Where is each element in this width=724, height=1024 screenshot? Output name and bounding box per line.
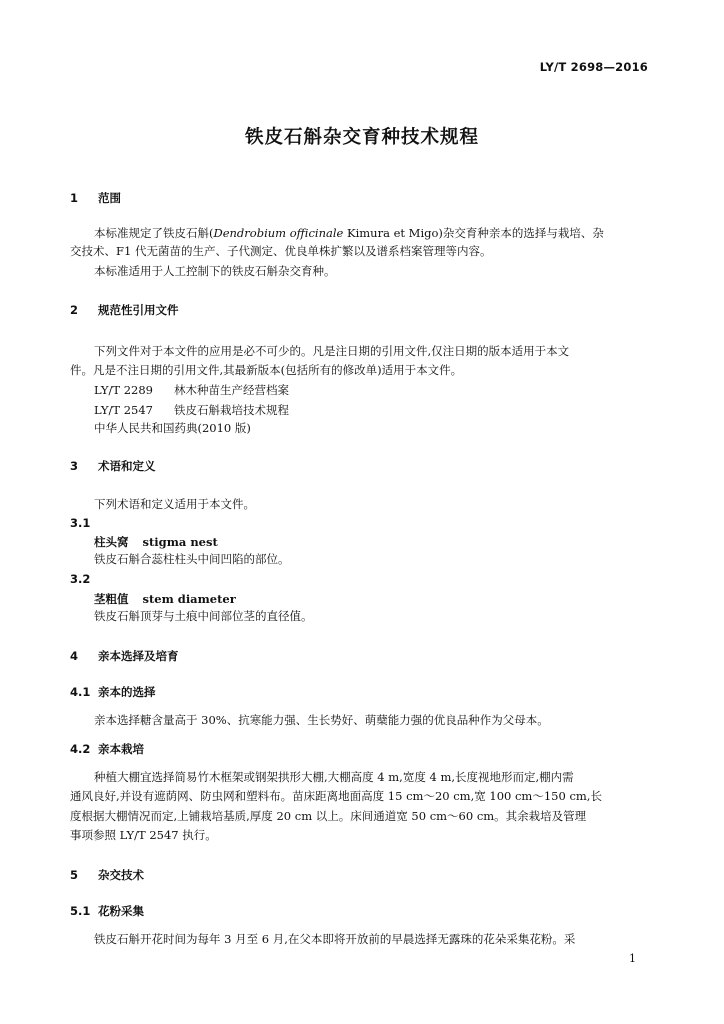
paragraph: 下列术语和定义适用于本文件。 (94, 497, 255, 511)
section-3-heading (70, 458, 156, 474)
paragraph-line: 交技术、F1 代无菌苗的生产、子代测定、优良单株扩繁以及谱系档案管理等内容。 (70, 244, 492, 258)
page-number: 1 (629, 952, 636, 965)
section-title: 术语和定义 (98, 459, 156, 473)
subsection-title: 亲本的选择 (98, 685, 156, 699)
paragraph-line: 件。凡是不注日期的引用文件,其最新版本(包括所有的修改单)适用于本文件。 (70, 363, 463, 377)
section-number: 2 (70, 303, 79, 317)
subsection-4-2-heading (70, 741, 144, 757)
paragraph (94, 223, 604, 243)
term-entry (94, 534, 218, 550)
section-title: 范围 (98, 191, 121, 205)
subsection-number: 5.1 (70, 904, 91, 918)
reference-item (94, 380, 289, 400)
paragraph: 亲本选择糖含量高于 30%、抗寒能力强、生长势好、萌蘖能力强的优良品种作为父母本。 (94, 713, 549, 727)
section-title: 杂交技术 (98, 868, 144, 882)
reference-item: 中华人民共和国药典(2010 版) (94, 421, 251, 435)
reference-item (94, 400, 289, 420)
reference-name: 林木种苗生产经营档案 (174, 383, 289, 397)
paragraph-line: 铁皮石斛开花时间为每年 3 月至 6 月,在父本即将开放前的早晨选择无露珠的花朵采集花粉。采 (94, 932, 576, 946)
term-zh: 茎粗值 (94, 592, 129, 606)
paragraph-line: 种植大棚宜选择简易竹木框架或钢架拱形大棚,大棚高度 4 m,宽度 4 m,长度视地形而定,棚内需 (94, 770, 574, 784)
paragraph-line: 度根据大棚情况而定,上铺栽培基质,厚度 20 cm 以上。床间通道宽 50 cm～60 cm。其余栽培及管理 (70, 809, 587, 823)
paragraph-line: 通风良好,并设有遮荫网、防虫网和塑料布。苗床距离地面高度 15 cm～20 cm,宽 100 cm～150 cm,长 (70, 789, 602, 803)
term-entry (94, 591, 236, 607)
section-number: 5 (70, 868, 79, 882)
term-en: stigma nest (142, 535, 218, 549)
document-title: 铁皮石斛杂交育种技术规程 (244, 127, 479, 148)
term-number: 3.2 (70, 572, 91, 586)
term-definition: 铁皮石斛顶芽与土痕中间部位茎的直径值。 (94, 609, 313, 623)
standard-code: LY/T 2698—2016 (539, 60, 648, 74)
paragraph: 本标准适用于人工控制下的铁皮石斛杂交育种。 (94, 264, 336, 278)
section-number: 3 (70, 459, 79, 473)
section-title: 亲本选择及培育 (98, 649, 179, 663)
paragraph: 下列文件对于本文件的应用是必不可少的。凡是注日期的引用文件,仅注日期的版本适用于本文 (94, 344, 570, 358)
text-run: 本标准规定了铁皮石斛( (94, 226, 214, 240)
reference-code: LY/T 2289 (94, 383, 153, 397)
section-number: 4 (70, 649, 79, 663)
section-number: 1 (70, 191, 79, 205)
reference-code: LY/T 2547 (94, 403, 153, 417)
section-title: 规范性引用文件 (98, 303, 179, 317)
term-zh: 柱头窝 (94, 535, 129, 549)
text-run: Kimura et Migo)杂交育种亲本的选择与栽培、杂 (343, 226, 604, 240)
species-name: Dendrobium officinale (213, 226, 344, 240)
subsection-number: 4.1 (70, 685, 91, 699)
term-number: 3.1 (70, 516, 91, 530)
section-2-heading (70, 302, 179, 318)
section-1-heading (70, 190, 121, 206)
reference-name: 铁皮石斛栽培技术规程 (174, 403, 289, 417)
section-4-heading (70, 648, 179, 664)
paragraph-line: 事项参照 LY/T 2547 执行。 (70, 828, 217, 842)
subsection-title: 亲本栽培 (98, 742, 144, 756)
subsection-title: 花粉采集 (98, 904, 144, 918)
term-en: stem diameter (142, 592, 236, 606)
subsection-number: 4.2 (70, 742, 91, 756)
term-definition: 铁皮石斛合蕊柱柱头中间凹陷的部位。 (94, 552, 290, 566)
subsection-5-1-heading (70, 903, 144, 919)
subsection-4-1-heading (70, 684, 156, 700)
section-5-heading (70, 867, 144, 883)
